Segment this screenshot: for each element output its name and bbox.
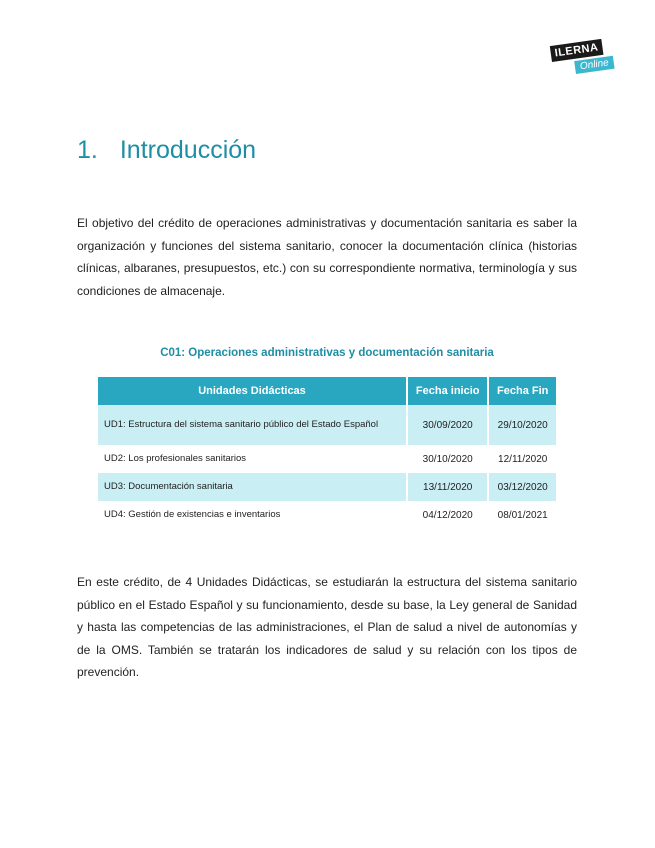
- section-title: Introducción: [119, 136, 257, 164]
- table-row: [98, 473, 556, 501]
- header-start-date: Fecha inicio: [408, 377, 487, 405]
- section-heading: [77, 136, 256, 165]
- summary-paragraph: En este crédito, de 4 Unidades Didácticas, se estudiarán la estructura del sistema sanitario público en el Estado Español y su funcionamiento, desde su base, la Ley general de Sanidad y hasta las competencias de las administraciones, el Plan de salud a nivel de autonomías y de la OMS. También se tratarán los indicadores de salud y su relación con los tipos de prevención.: [77, 575, 577, 679]
- logo-text-top: ILERNA: [550, 39, 604, 62]
- unit-cell: UD1: Estructura del sistema sanitario público del Estado Español: [98, 405, 406, 445]
- unit-cell: UD3: Documentación sanitaria: [98, 473, 406, 501]
- logo-text-bottom: Online: [574, 56, 614, 74]
- end-date-cell: 29/10/2020: [489, 405, 556, 445]
- start-date-cell: 30/10/2020: [422, 453, 473, 465]
- end-date-cell: 03/12/2020: [489, 473, 556, 501]
- ilerna-online-logo: [548, 41, 623, 84]
- start-date-cell: 04/12/2020: [422, 509, 473, 521]
- end-date-cell: 08/01/2021: [497, 509, 548, 521]
- header-units: Unidades Didácticas: [98, 377, 406, 405]
- table-caption: C01: Operaciones administrativas y documentación sanitaria: [160, 347, 494, 359]
- header-end-date: Fecha Fin: [489, 377, 556, 405]
- table-header-row: [98, 377, 556, 405]
- section-number: 1.: [77, 136, 98, 164]
- unit-cell: UD2: Los profesionales sanitarios: [104, 453, 247, 464]
- table-row: [98, 501, 556, 529]
- table-row: [98, 405, 556, 445]
- end-date-cell: 12/11/2020: [498, 453, 548, 465]
- table-row: [98, 445, 556, 473]
- units-table: [96, 377, 558, 529]
- start-date-cell: 30/09/2020: [408, 405, 487, 445]
- start-date-cell: 13/11/2020: [408, 473, 487, 501]
- intro-paragraph: El objetivo del crédito de operaciones administrativas y documentación sanitaria es saber la organización y funciones del sistema sanitario, conocer la documentación clínica (historias clínicas, albaranes, presupuestos, etc.) con su correspondiente normativa, terminología y sus condiciones de almacenaje.: [77, 216, 577, 298]
- unit-cell: UD4: Gestión de existencias e inventarios: [104, 509, 281, 520]
